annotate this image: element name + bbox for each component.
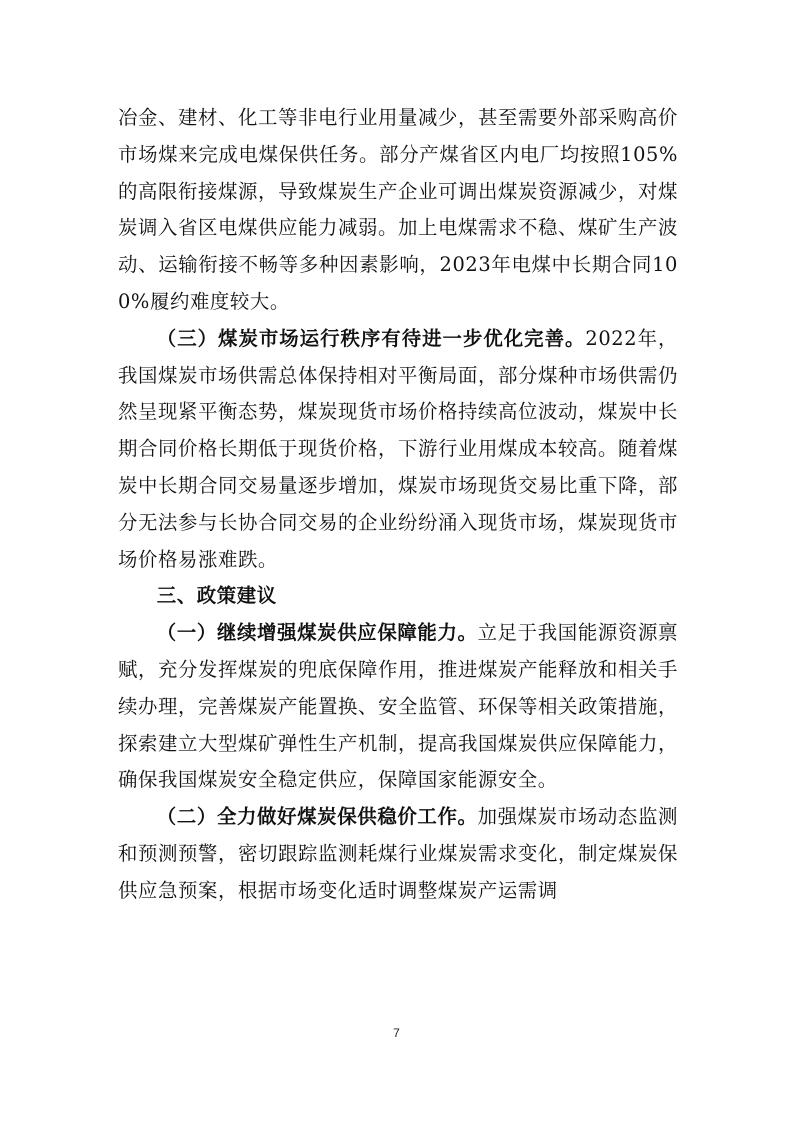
paragraph-price-stability [118,799,678,909]
page-number: 7 [393,1026,400,1040]
paragraph-market-order [118,321,678,579]
paragraph-market-order-text: 2022年，我国煤炭市场供需总体保持相对平衡局面，部分煤种市场供需仍然呈现紧平衡态势，煤炭现货市场价格持续高位波动，煤炭中长期合同价格长期低于现货价格，下游行业用煤成本较高。随着煤炭中长期合同交易量逐步增加，煤炭市场现货交易比重下降，部分无法参与长协合同交易的企业纷纷涌入现货市场，煤炭现货市场价格易涨难跌。 [118,326,678,571]
section-heading-policy: 三、政策建议 [156,584,277,608]
subheading-supply-capacity: （一）继续增强煤炭供应保障能力。 [156,621,478,645]
paragraph-continued: 冶金、建材、化工等非电行业用量减少，甚至需要外部采购高价市场煤来完成电煤保供任务。部分产煤省区内电厂均按照105%的高限衔接煤源，导致煤炭生产企业可调出煤炭资源减少，对煤炭调入省区电煤供应能力减弱。加上电煤需求不稳、煤矿生产波动、运输衔接不畅等多种因素影响，2023年电煤中长期合同100%履约难度较大。 [118,106,678,313]
paragraph-price-stability-text: 加强煤炭市场动态监测和预测预警，密切跟踪监测耗煤行业煤炭需求变化，制定煤炭保供应急预案，根据市场变化适时调整煤炭产运需调 [118,805,679,902]
paragraph-supply-capacity-text: 立足于我国能源资源禀赋，充分发挥煤炭的兜底保障作用，推进煤炭产能释放和相关手续办理，完善煤炭产能置换、安全监管、环保等相关政策措施，探索建立大型煤矿弹性生产机制，提高我国煤炭供应保障能力，确保我国煤炭安全稳定供应，保障国家能源安全。 [118,621,679,792]
subheading-market-order: （三）煤炭市场运行秩序有待进一步优化完善。 [156,326,586,350]
subheading-price-stability: （二）全力做好煤炭保供稳价工作。 [156,805,478,829]
document-body [118,100,678,910]
paragraph-supply-capacity [118,615,678,799]
